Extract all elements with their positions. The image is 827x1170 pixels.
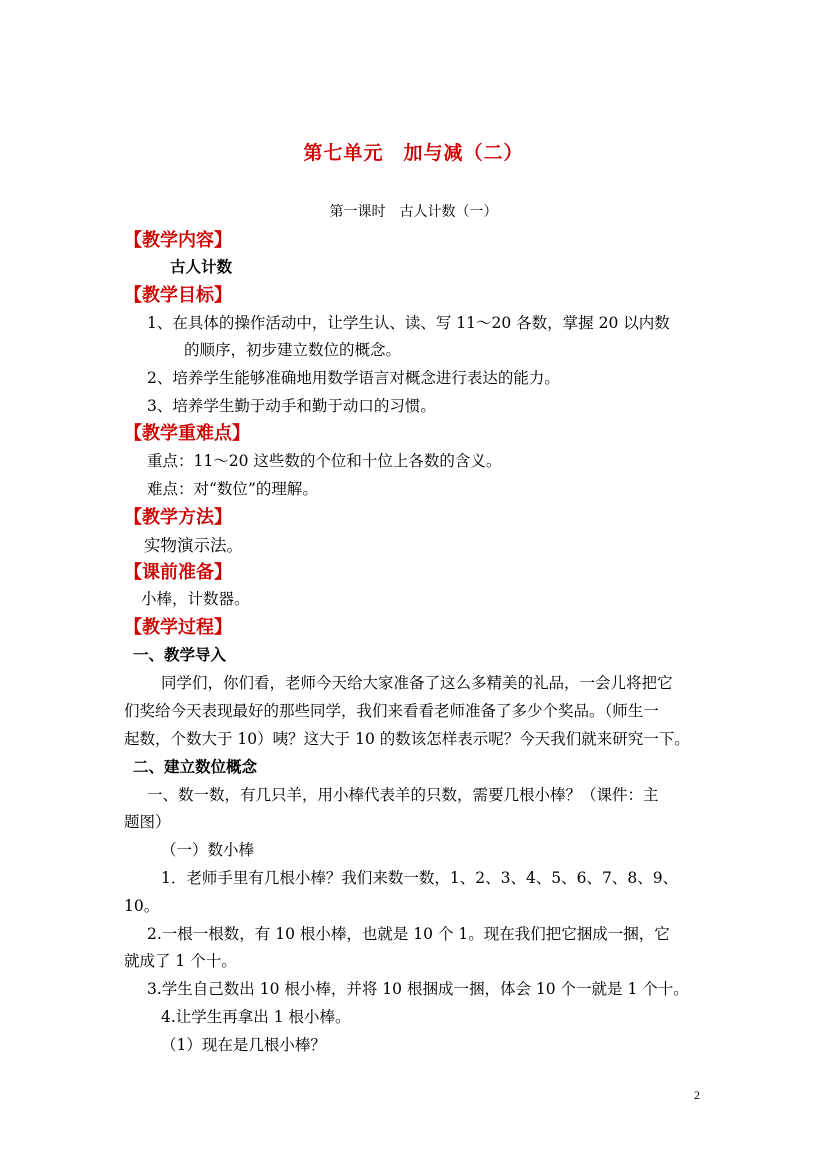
para-3: 3.学生自己数出 10 根小棒，并将 10 根捆成一捆，体会 10 个一就是 1 个十。 — [147, 980, 689, 998]
page-number: 2 — [694, 1088, 700, 1102]
method-heading: 【教学方法】 — [124, 507, 232, 528]
goal-1-line-2: 的顺序，初步建立数位的概念。 — [184, 341, 402, 359]
para-4: 4.让学生再拿出 1 根小棒。 — [161, 1008, 351, 1026]
process-heading: 【教学过程】 — [124, 617, 232, 638]
difficulty-point: 难点：对“数位”的理解。 — [147, 480, 318, 498]
key-point: 重点：11～20 这些数的个位和十位上各数的含义。 — [147, 452, 502, 470]
sub-heading-count-sticks: （一）数小棒 — [161, 841, 255, 859]
para-2-line-2: 就成了 1 个十。 — [124, 952, 237, 970]
concept-line-2: 题图） — [124, 813, 171, 831]
page-title: 第七单元 加与减（二） — [303, 142, 524, 164]
content-heading: 【教学内容】 — [124, 230, 232, 251]
goal-1-line-1: 1、在具体的操作活动中，让学生认、读、写 11～20 各数，掌握 20 以内数 — [147, 314, 670, 332]
para-2-line-1: 2.一根一根数，有 10 根小棒，也就是 10 个 1。现在我们把它捆成一捆，它 — [147, 925, 670, 943]
intro-line-3: 起数，个数大于 10）咦？这大于 10 的数该怎样表示呢？今天我们就来研究一下。 — [124, 730, 690, 748]
para-1-line-1: 1．老师手里有几根小棒？我们来数一数，1、2、3、4、5、6、7、8、9、 — [161, 869, 679, 887]
goal-3: 3、培养学生勤于动手和勤于动口的习惯。 — [147, 397, 436, 415]
prep-text: 小棒，计数器。 — [141, 590, 250, 608]
concept-heading: 二、建立数位概念 — [133, 757, 258, 776]
goals-heading: 【教学目标】 — [124, 285, 232, 306]
intro-line-1: 同学们，你们看，老师今天给大家准备了这么多精美的礼品，一会儿将把它 — [161, 674, 673, 692]
method-text: 实物演示法。 — [144, 536, 243, 555]
goal-2: 2、培养学生能够准确地用数学语言对概念进行表达的能力。 — [147, 369, 560, 387]
prep-heading: 【课前准备】 — [124, 562, 232, 583]
question-1: （1）现在是几根小棒？ — [161, 1036, 326, 1054]
intro-heading: 一、教学导入 — [133, 645, 227, 664]
para-1-line-2: 10。 — [124, 897, 160, 915]
content-text: 古人计数 — [170, 257, 233, 276]
intro-line-2: 们奖给今天表现最好的那些同学，我们来看看老师准备了多少个奖品。（师生一 — [124, 702, 659, 720]
lesson-subtitle: 第一课时 古人计数（一） — [329, 204, 498, 220]
concept-line-1: 一、数一数，有几只羊，用小棒代表羊的只数，需要几根小棒？（课件：主 — [147, 786, 659, 804]
keypoints-heading: 【教学重难点】 — [124, 423, 250, 444]
